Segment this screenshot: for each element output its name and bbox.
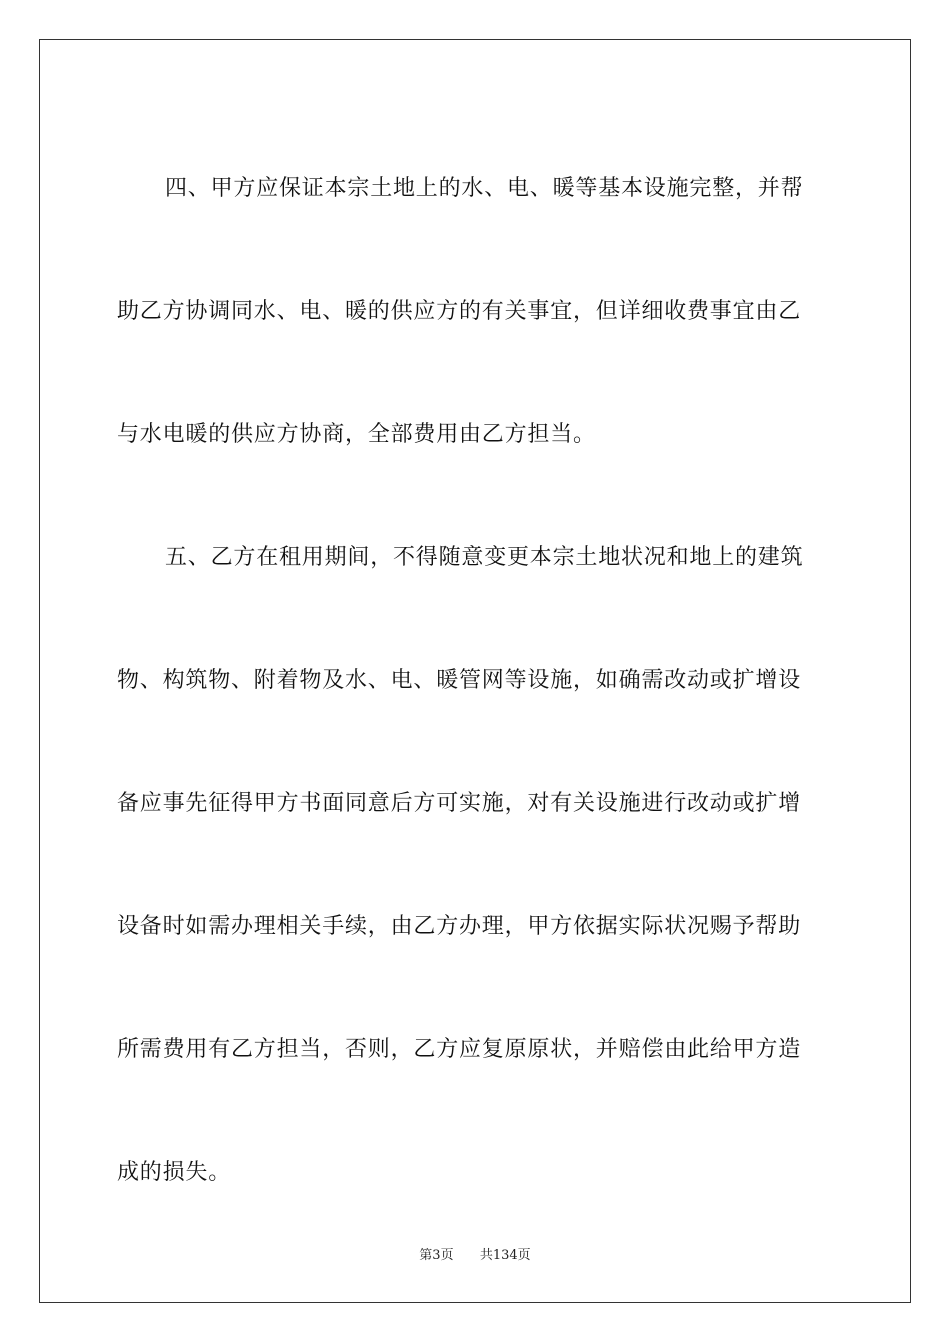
paragraph-5 <box>117 496 833 1234</box>
document-body <box>117 127 833 1234</box>
text-line: 设备时如需办理相关手续，由乙方办理，甲方依据实际状况赐予帮助 <box>117 914 802 939</box>
text-line: 所需费用有乙方担当，否则，乙方应复原原状，并赔偿由此给甲方造 <box>117 1037 802 1062</box>
text-line: 成的损失。 <box>117 1160 232 1185</box>
page-number: 第3页 <box>419 1248 454 1263</box>
text-line: 与水电暖的供应方协商，全部费用由乙方担当。 <box>117 422 596 447</box>
page-total: 共134页 <box>479 1248 531 1263</box>
paragraph-4 <box>117 127 833 496</box>
text-line: 助乙方协调同水、电、暖的供应方的有关事宜，但详细收费事宜由乙 <box>117 299 802 324</box>
text-line: 物、构筑物、附着物及水、电、暖管网等设施，如确需改动或扩增设 <box>117 668 802 693</box>
text-line: 四、甲方应保证本宗土地上的水、电、暖等基本设施完整，并帮 <box>165 176 804 201</box>
page-footer <box>0 1244 950 1263</box>
text-line: 五、乙方在租用期间，不得随意变更本宗土地状况和地上的建筑 <box>165 545 804 570</box>
text-line: 备应事先征得甲方书面同意后方可实施，对有关设施进行改动或扩增 <box>117 791 802 816</box>
